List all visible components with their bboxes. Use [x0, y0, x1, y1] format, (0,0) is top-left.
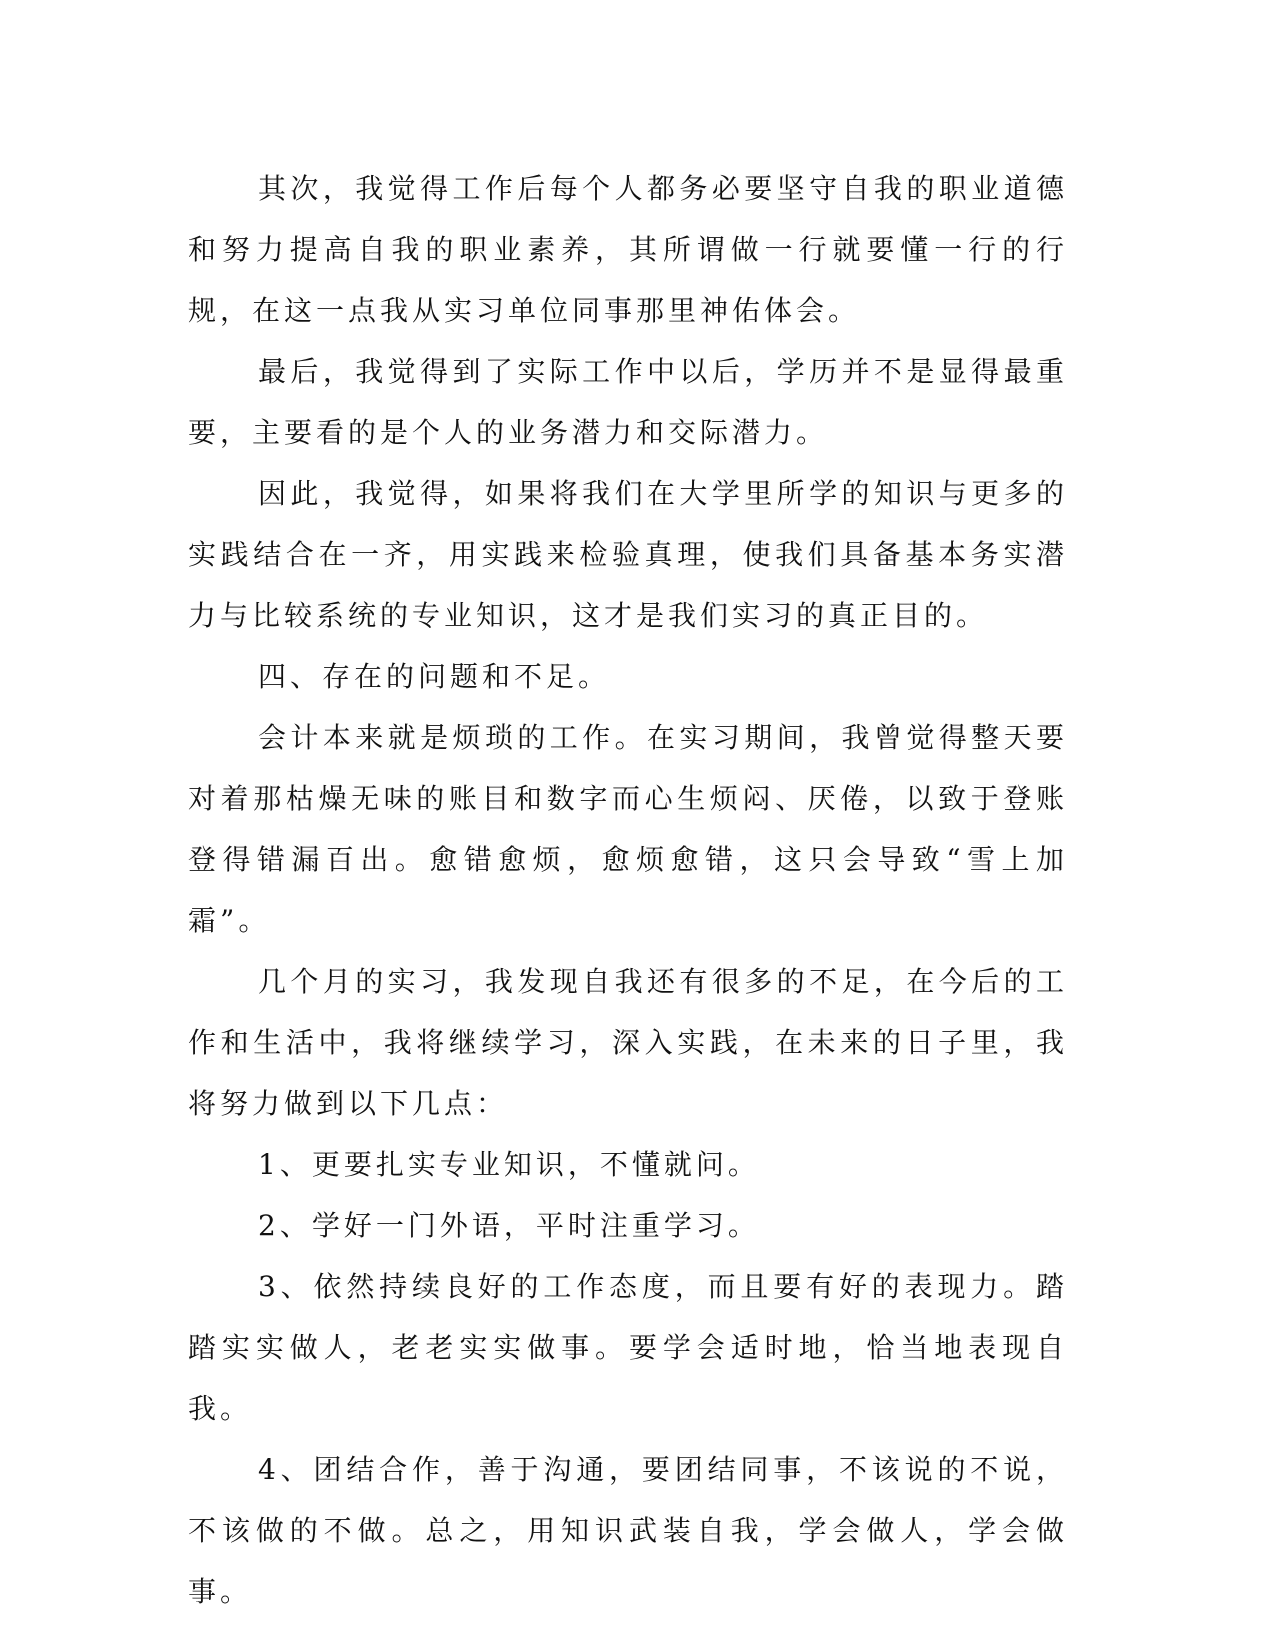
paragraph-professional-ethics: 其次，我觉得工作后每个人都务必要坚守自我的职业道德和努力提高自我的职业素养，其所谓做一行就要懂一行的行规，在这一点我从实习单位同事那里神佑体会。	[188, 172, 1068, 327]
document-body	[188, 158, 1068, 1622]
paragraph-ability-over-degree: 最后，我觉得到了实际工作中以后，学历并不是显得最重要，主要看的是个人的业务潜力和交际潜力。	[188, 355, 1068, 449]
list-item-2: 2、学好一门外语，平时注重学习。	[258, 1209, 760, 1242]
section-heading-problems: 四、存在的问题和不足。	[258, 660, 611, 693]
list-item-3: 3、依然持续良好的工作态度，而且要有好的表现力。踏踏实实做人，老老实实做事。要学会适时地，恰当地表现自我。	[188, 1270, 1068, 1425]
list-item-4: 4、团结合作，善于沟通，要团结同事，不该说的不说，不该做的不做。总之，用知识武装自我，学会做人，学会做事。	[188, 1453, 1068, 1608]
paragraph-accounting-tedium: 会计本来就是烦琐的工作。在实习期间，我曾觉得整天要对着那枯燥无味的账目和数字而心生烦闷、厌倦，以致于登账登得错漏百出。愈错愈烦，愈烦愈错，这只会导致“雪上加霜”。	[188, 721, 1068, 937]
paragraph-practice-purpose: 因此，我觉得，如果将我们在大学里所学的知识与更多的实践结合在一齐，用实践来检验真理，使我们具备基本务实潜力与比较系统的专业知识，这才是我们实习的真正目的。	[188, 477, 1068, 632]
paragraph-shortcomings: 几个月的实习，我发现自我还有很多的不足，在今后的工作和生活中，我将继续学习，深入实践，在未来的日子里，我将努力做到以下几点：	[188, 965, 1068, 1120]
list-item-1: 1、更要扎实专业知识，不懂就问。	[258, 1148, 760, 1181]
